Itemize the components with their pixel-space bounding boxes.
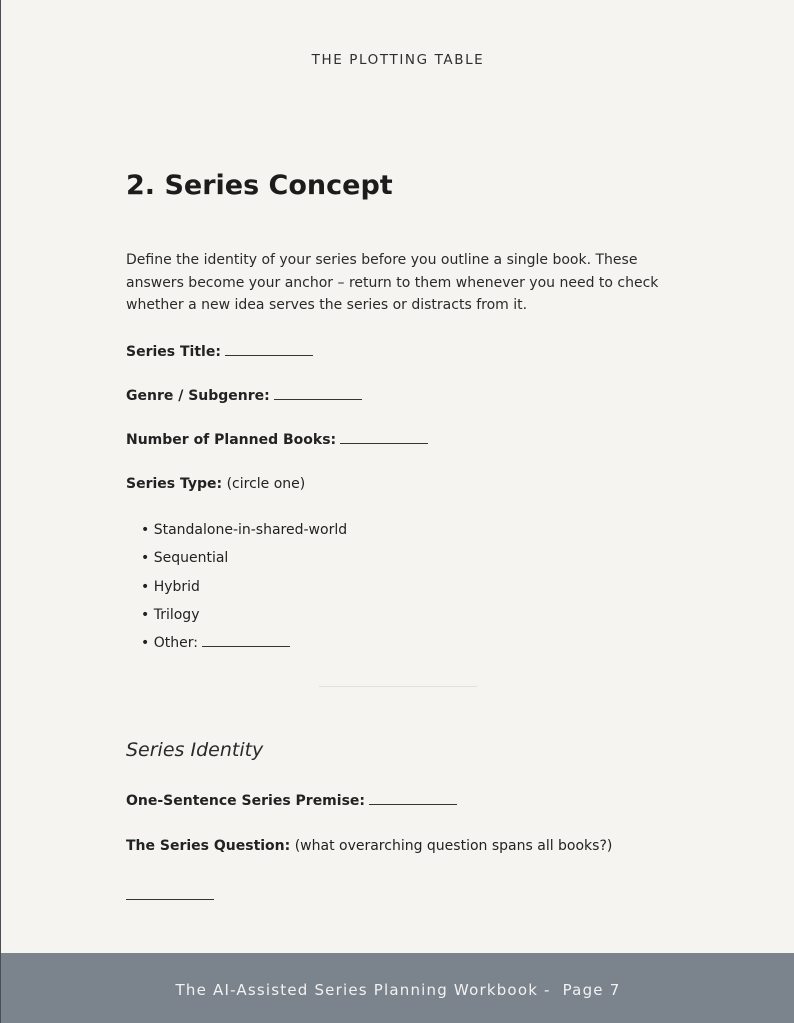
list-item[interactable] [141, 547, 347, 575]
series-type-hint: (circle one) [226, 476, 306, 492]
series-question-answer-blank[interactable] [126, 898, 214, 900]
genre-blank[interactable] [274, 398, 362, 400]
planned-books-label: Number of Planned Books: [126, 432, 337, 448]
series-type-option: • Trilogy [141, 606, 200, 623]
series-question-label: The Series Question: [126, 838, 291, 854]
series-title-label: Series Title: [126, 344, 221, 360]
planned-books-field [126, 432, 428, 448]
premise-field [126, 793, 457, 809]
series-title-field [126, 344, 313, 360]
series-question-hint: (what overarching question spans all books?) [294, 838, 613, 854]
page-footer [1, 953, 794, 1023]
other-type-blank[interactable] [202, 645, 290, 647]
series-type-option: • Standalone-in-shared-world [141, 522, 348, 538]
series-identity-heading: Series Identity [126, 739, 264, 761]
series-question-field [126, 838, 612, 854]
series-type-field [126, 476, 305, 492]
list-item[interactable] [141, 632, 347, 660]
footer-text [1, 981, 794, 999]
series-type-option: • Sequential [141, 550, 229, 567]
series-type-option: • Other: [141, 635, 198, 652]
genre-field [126, 388, 362, 404]
section-divider [319, 686, 477, 687]
footer-workbook-title: The AI-Assisted Series Planning Workbook - [175, 981, 551, 999]
running-header: THE PLOTTING TABLE [311, 52, 485, 68]
series-title-blank[interactable] [225, 354, 313, 356]
premise-blank[interactable] [369, 803, 457, 805]
list-item[interactable] [141, 576, 347, 604]
section-intro: Define the identity of your series before you outline a single book. These answers become your anchor – return to them whenever you need to check whether a new idea serves the series or distracts from it. [126, 252, 659, 313]
series-type-list [141, 519, 347, 660]
series-type-option: • Hybrid [141, 578, 200, 595]
section-title: 2. Series Concept [126, 170, 393, 201]
planned-books-blank[interactable] [340, 442, 428, 444]
list-item[interactable] [141, 519, 347, 547]
footer-page-number: Page 7 [562, 981, 621, 999]
premise-label: One-Sentence Series Premise: [126, 793, 365, 809]
genre-label: Genre / Subgenre: [126, 388, 270, 404]
series-type-label: Series Type: [126, 476, 223, 492]
list-item[interactable] [141, 604, 347, 632]
